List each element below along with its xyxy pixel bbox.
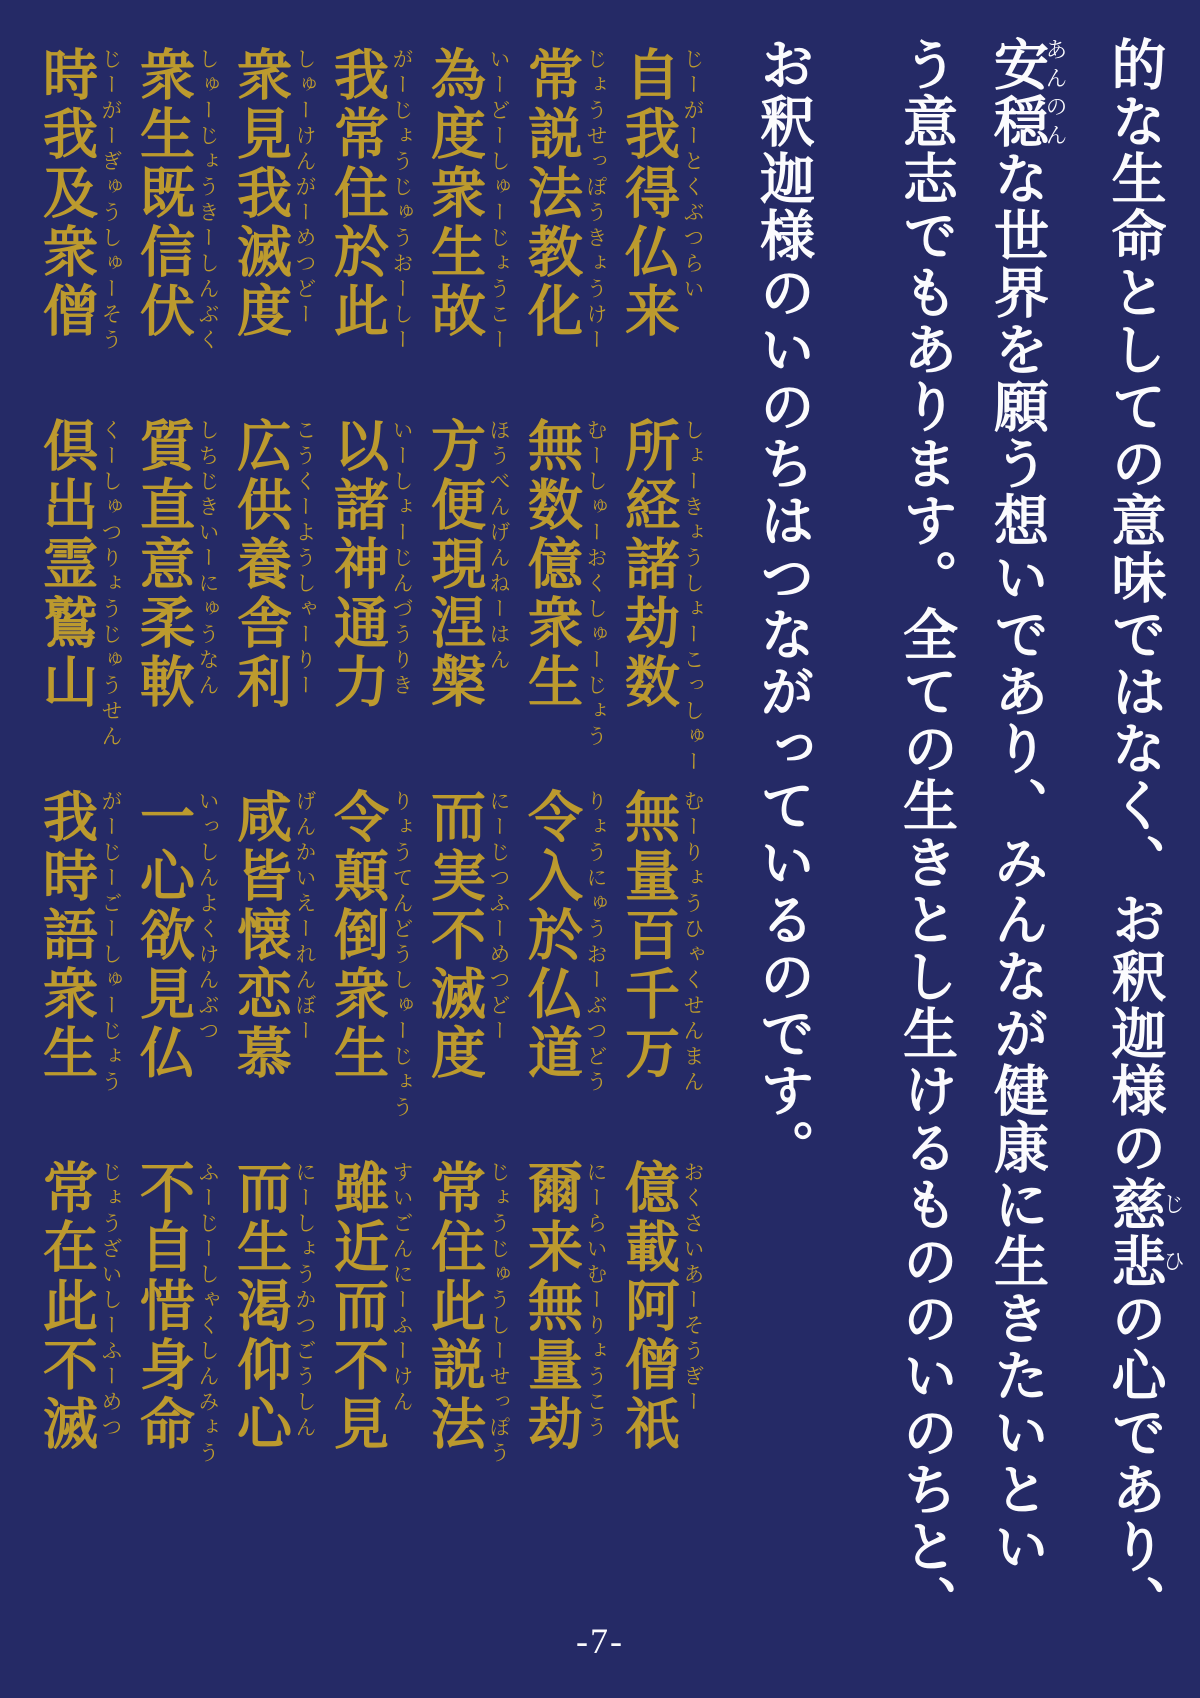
- verse-kanji: 所経諸劫数: [617, 417, 678, 712]
- verse-reading: じょうじゅうしーせっぽう: [487, 1161, 511, 1467]
- verse-cell-c3-r2: [423, 417, 523, 788]
- verse-reading: ほうべんげんねーはん: [487, 419, 511, 674]
- sutra-column-1: [617, 46, 717, 1530]
- verse-reading: むーりょうひゃくせんまん: [681, 790, 705, 1096]
- verse-reading: しゅーけんがーめつどー: [293, 48, 317, 329]
- commentary-column-4: お釈迦様のいのちはつながっているのです。: [752, 36, 813, 1176]
- verse-reading: じょうせっぽうきょうけー: [584, 48, 608, 354]
- verse-kanji: 以諸神通力: [326, 417, 387, 712]
- sutra-column-4: [326, 46, 426, 1530]
- verse-reading: げんかいえーれんぼー: [293, 790, 317, 1045]
- verse-reading: がーじょうじゅうおーしー: [390, 48, 414, 354]
- verse-reading: いっしんよくけんぶつ: [196, 790, 220, 1045]
- verse-cell-c4-r4: [326, 1159, 426, 1530]
- verse-cell-c6-r4: [132, 1159, 232, 1530]
- ruby-annotated-word: 安穏あんのん: [986, 36, 1068, 150]
- verse-cell-c4-r3: [326, 788, 426, 1159]
- verse-cell-c7-r1: [35, 46, 135, 417]
- commentary: [752, 36, 1186, 1656]
- verse-reading: じーがーぎゅうしゅーそう: [99, 48, 123, 354]
- verse-kanji: 我時語衆生: [35, 788, 96, 1083]
- verse-kanji: 令顛倒衆生: [326, 788, 387, 1083]
- verse-kanji: 時我及衆僧: [35, 46, 96, 341]
- verse-kanji: 衆生既信伏: [132, 46, 193, 341]
- verse-kanji: 倶出霊鷲山: [35, 417, 96, 712]
- verse-kanji: 広供養舎利: [229, 417, 290, 712]
- sutra-column-5: [229, 46, 329, 1530]
- verse-reading: むーしゅーおくしゅーじょう: [584, 419, 608, 751]
- verse-kanji: 為度衆生故: [423, 46, 484, 341]
- verse-kanji: 自我得仏来: [617, 46, 678, 341]
- verse-kanji: 爾来無量劫: [520, 1159, 581, 1454]
- sutra-column-3: [423, 46, 523, 1530]
- sutra-column-7: [35, 46, 135, 1530]
- verse-reading: りょうてんどうしゅーじょう: [390, 790, 414, 1122]
- verse-reading: にーしょうかつごうしん: [293, 1161, 317, 1442]
- verse-cell-c2-r4: [520, 1159, 620, 1530]
- verse-reading: いーどーしゅーじょうこー: [487, 48, 511, 354]
- verse-kanji: 令入於仏道: [520, 788, 581, 1083]
- verse-cell-c4-r1: [326, 46, 426, 417]
- verse-cell-c1-r1: [617, 46, 717, 417]
- verse-cell-c1-r2: [617, 417, 717, 788]
- verse-reading: おくさいあーそうぎー: [681, 1161, 705, 1416]
- verse-reading: しゅーじょうきーしんぶく: [196, 48, 220, 354]
- verse-cell-c6-r2: [132, 417, 232, 788]
- ruby-annotated-word: 慈悲じひ: [1103, 1176, 1186, 1290]
- verse-cell-c3-r1: [423, 46, 523, 417]
- verse-kanji: 無量百千万: [617, 788, 678, 1083]
- page-number: -7-: [576, 1621, 624, 1661]
- verse-kanji: 質直意柔軟: [132, 417, 193, 712]
- verse-cell-c5-r3: [229, 788, 329, 1159]
- verse-reading: こうくーようしゃーりー: [293, 419, 317, 700]
- verse-reading: しょーきょうしょーこっしゅー: [681, 419, 705, 776]
- verse-reading: すいごんにーふーけん: [390, 1161, 414, 1416]
- verse-cell-c7-r2: [35, 417, 135, 788]
- verse-cell-c4-r2: [326, 417, 426, 788]
- verse-kanji: 而実不滅度: [423, 788, 484, 1083]
- verse-cell-c6-r3: [132, 788, 232, 1159]
- verse-kanji: 常説法教化: [520, 46, 581, 341]
- verse-kanji: 常在此不滅: [35, 1159, 96, 1454]
- verse-cell-c7-r4: [35, 1159, 135, 1530]
- commentary-column-1: 的な生命としての意味ではなく、お釈迦様の慈悲じひの心であり、: [1103, 36, 1186, 1632]
- verse-reading: いーしょーじんづうりき: [390, 419, 414, 700]
- verse-kanji: 不自惜身命: [132, 1159, 193, 1454]
- verse-cell-c2-r3: [520, 788, 620, 1159]
- verse-kanji: 億載阿僧祇: [617, 1159, 678, 1454]
- commentary-column-3: う意志でもあります。全ての生きとし生けるもののいのちと、: [895, 36, 956, 1632]
- verse-reading: じょうざいしーふーめつ: [99, 1161, 123, 1442]
- verse-reading: くーしゅつりょうじゅうせん: [99, 419, 123, 751]
- verse-kanji: 雖近而不見: [326, 1159, 387, 1454]
- verse-cell-c2-r1: [520, 46, 620, 417]
- verse-kanji: 我常住於此: [326, 46, 387, 341]
- verse-cell-c5-r2: [229, 417, 329, 788]
- verse-kanji: 無数億衆生: [520, 417, 581, 712]
- commentary-column-2: 安穏あんのんな世界を願う想いであり、みんなが健康に生きたいとい: [986, 36, 1068, 1575]
- sutra-verses: [35, 46, 717, 1530]
- verse-reading: りょうにゅうおーぶつどう: [584, 790, 608, 1096]
- verse-reading: ふーじーしゃくしんみょう: [196, 1161, 220, 1467]
- verse-kanji: 方便現涅槃: [423, 417, 484, 712]
- verse-kanji: 而生渇仰心: [229, 1159, 290, 1454]
- verse-kanji: 衆見我滅度: [229, 46, 290, 341]
- verse-reading: じーがーとくぶつらい: [681, 48, 705, 303]
- verse-reading: がーじーごーしゅーじょう: [99, 790, 123, 1096]
- verse-cell-c1-r3: [617, 788, 717, 1159]
- verse-cell-c5-r1: [229, 46, 329, 417]
- verse-reading: にーじつふーめつどー: [487, 790, 511, 1045]
- verse-kanji: 一心欲見仏: [132, 788, 193, 1083]
- sutra-column-6: [132, 46, 232, 1530]
- verse-cell-c3-r4: [423, 1159, 523, 1530]
- verse-cell-c3-r3: [423, 788, 523, 1159]
- verse-cell-c2-r2: [520, 417, 620, 788]
- verse-reading: しちじきいーにゅうなん: [196, 419, 220, 700]
- verse-reading: にーらいむーりょうこう: [584, 1161, 608, 1442]
- verse-cell-c1-r4: [617, 1159, 717, 1530]
- verse-kanji: 咸皆懐恋慕: [229, 788, 290, 1083]
- verse-cell-c7-r3: [35, 788, 135, 1159]
- sutra-column-2: [520, 46, 620, 1530]
- verse-cell-c6-r1: [132, 46, 232, 417]
- verse-kanji: 常住此説法: [423, 1159, 484, 1454]
- verse-cell-c5-r4: [229, 1159, 329, 1530]
